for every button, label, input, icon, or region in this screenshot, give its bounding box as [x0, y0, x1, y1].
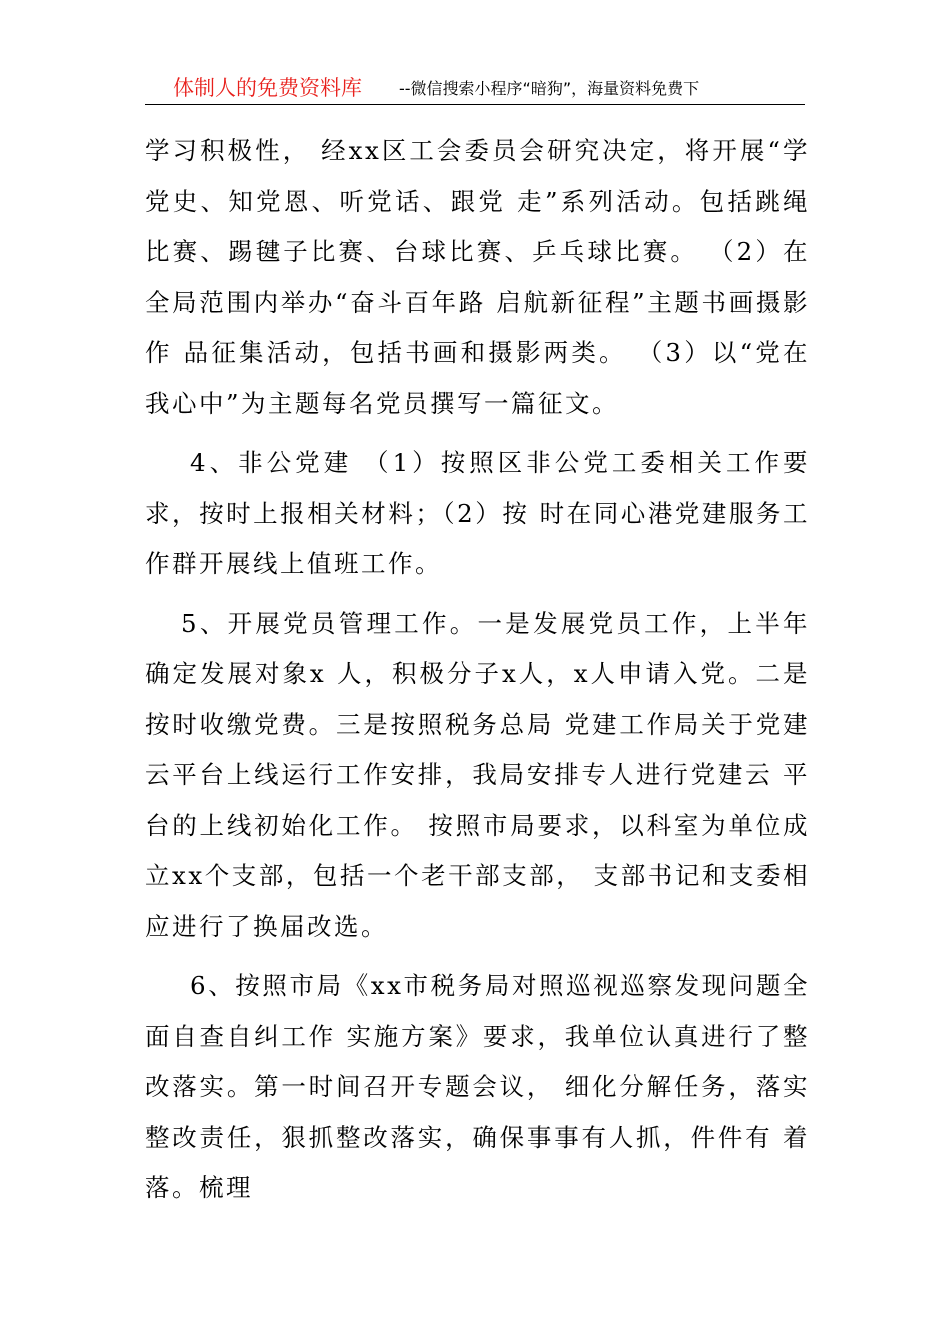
- header-title: 体制人的免费资料库: [173, 76, 362, 100]
- header-subtitle: --微信搜索小程序“暗狗”，海量资料免费下: [399, 79, 700, 98]
- paragraph-activities: 学习积极性， 经xx区工会委员会研究决定，将开展“学党史、知党恩、听党话、跟党 走”系列活动。包括跳绳比赛、踢毽子比赛、台球比赛、乒乓球比赛。 （2）在全局范围内举办“奋斗百年路 启航新征程”主题书画摄影作 品征集活动，包括书画和摄影两类。 （3）以“党在我心中”为主题每名党员撰写一篇征文。: [145, 136, 810, 418]
- paragraph-party-member-management: 5、开展党员管理工作。一是发展党员工作，上半年确定发展对象x 人，积极分子x人，x人申请入党。二是按时收缴党费。三是按照税务总局 党建工作局关于党建云平台上线运行工作安排，我局安排专人进行党建云 平台的上线初始化工作。 按照市局要求，以科室为单位成立xx个支部，包括一个老干部支部， 支部书记和支委相应进行了换届改选。: [145, 608, 810, 941]
- page-header: [145, 70, 805, 105]
- document-body: [145, 126, 810, 1214]
- paragraph-rectification: 6、按照市局《xx市税务局对照巡视巡察发现问题全面自查自纠工作 实施方案》要求，我单位认真进行了整改落实。第一时间召开专题会议， 细化分解任务，落实整改责任，狠抓整改落实，确保事事有人抓，件件有 着落。梳理: [145, 971, 810, 1202]
- paragraph-non-public-party-building: 4、非公党建 （1）按照区非公党工委相关工作要求，按时上报相关材料；（2）按 时在同心港党建服务工作群开展线上值班工作。: [145, 448, 810, 578]
